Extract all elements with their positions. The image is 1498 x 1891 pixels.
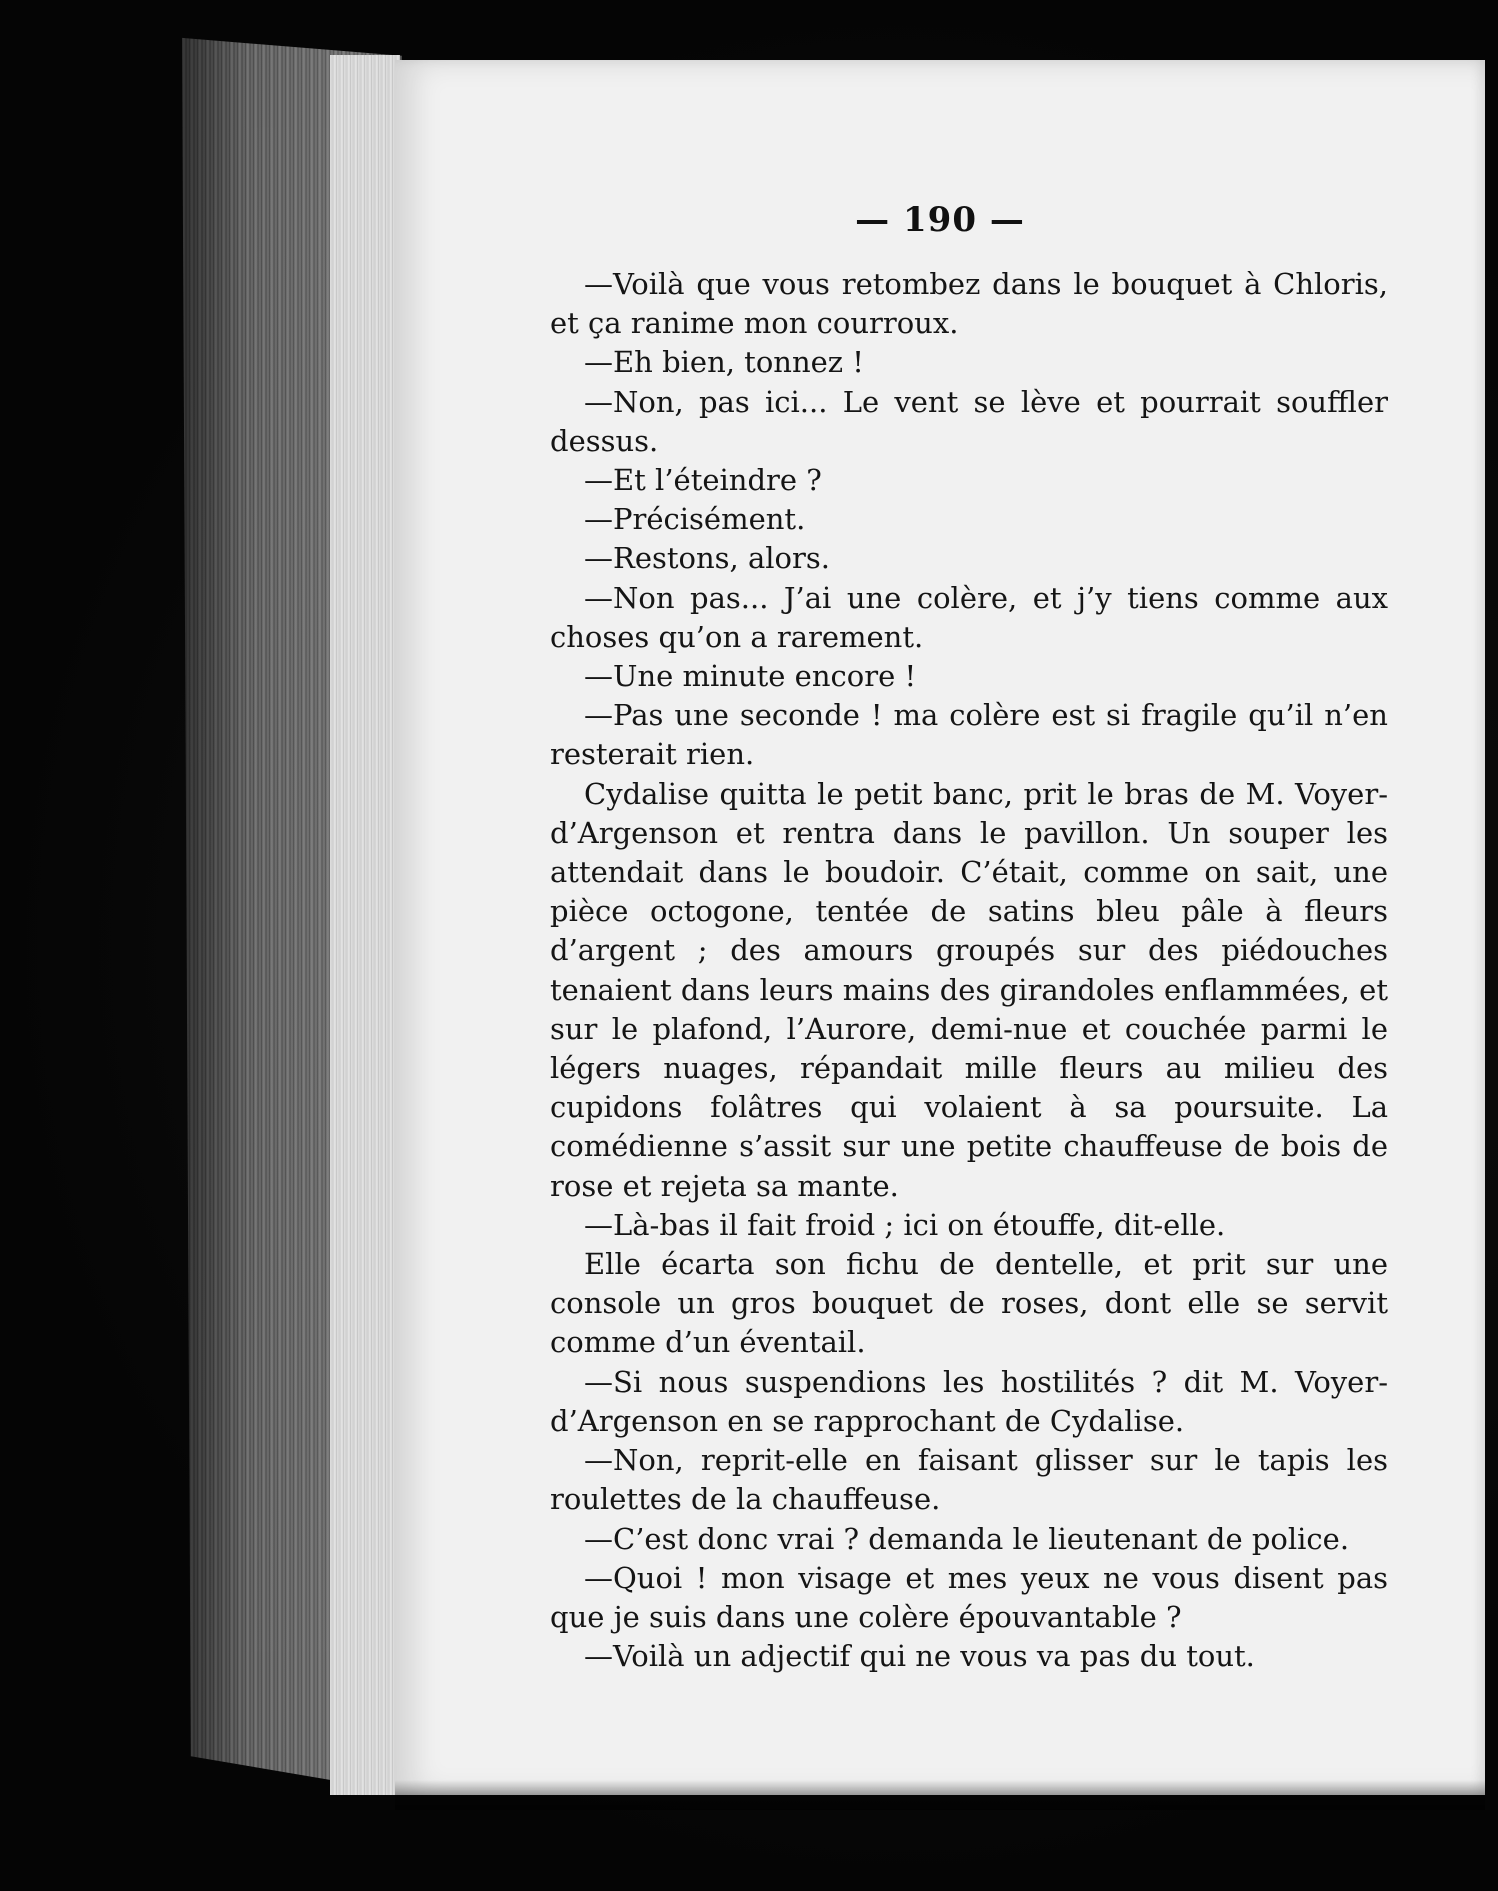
paragraph: —Non pas... J’ai une colère, et j’y tiens comme aux choses qu’on a rarement. (550, 580, 1388, 654)
paragraph: —Voilà que vous retombez dans le bouquet à Chloris, et ça ranime mon courroux. (550, 267, 1388, 341)
paragraph: —Non, reprit-elle en faisant glisser sur le tapis les roulettes de la chauffeuse. (550, 1443, 1388, 1517)
paragraph: —Si nous suspendions les hostilités ? dit M. Voyer-d’Argenson en se rapprochant de Cydalise. (550, 1364, 1388, 1438)
paragraph: —Une minute encore ! (584, 659, 917, 694)
paragraph: —Là-bas il fait froid ; ici on étouffe, dit-elle. (584, 1207, 1226, 1242)
paragraph: Cydalise quitta le petit banc, prit le bras de M. Voyer-d’Argenson et rentra dans le pavillon. Un souper les attendait dans le boudoir. C’était, comme on sait, une pièce octogone, tentée de satins bleu pâle à fleurs d’argent ; des amours groupés sur des piédouches tenaient dans leurs mains des girandoles enflammées, et sur le plafond, l’Aurore, demi-nue et couchée parmi le légers nuages, répandait mille fleurs au milieu des cupidons folâtres qui volaient à sa poursuite. La comédienne s’assit sur une petite chauffeuse de bois de rose et rejeta sa mante. (550, 776, 1388, 1203)
book-page (395, 60, 1485, 1795)
paragraph: —Précisément. (584, 502, 806, 537)
page-text (550, 265, 1388, 1676)
paragraph: —Non, pas ici... Le vent se lève et pourrait souffler dessus. (550, 384, 1388, 458)
paragraph: —Quoi ! mon visage et mes yeux ne vous disent pas que je suis dans une colère épouvantable ? (550, 1560, 1388, 1634)
page-stack (330, 55, 400, 1795)
paragraph: —Restons, alors. (584, 541, 830, 576)
paragraph: —Et l’éteindre ? (584, 463, 822, 498)
paragraph: —Eh bien, tonnez ! (584, 345, 864, 380)
page-bottom-shadow (395, 1780, 1485, 1810)
page-number: — 190 — (855, 200, 1025, 240)
paragraph: —Voilà un adjectif qui ne vous va pas du tout. (584, 1639, 1255, 1674)
paragraph: —C’est donc vrai ? demanda le lieutenant de police. (584, 1521, 1350, 1556)
paragraph: —Pas une seconde ! ma colère est si fragile qu’il n’en resterait rien. (550, 698, 1388, 772)
paragraph: Elle écarta son fichu de dentelle, et prit sur une console un gros bouquet de roses, dont elle se servit comme d’un éventail. (550, 1247, 1388, 1360)
